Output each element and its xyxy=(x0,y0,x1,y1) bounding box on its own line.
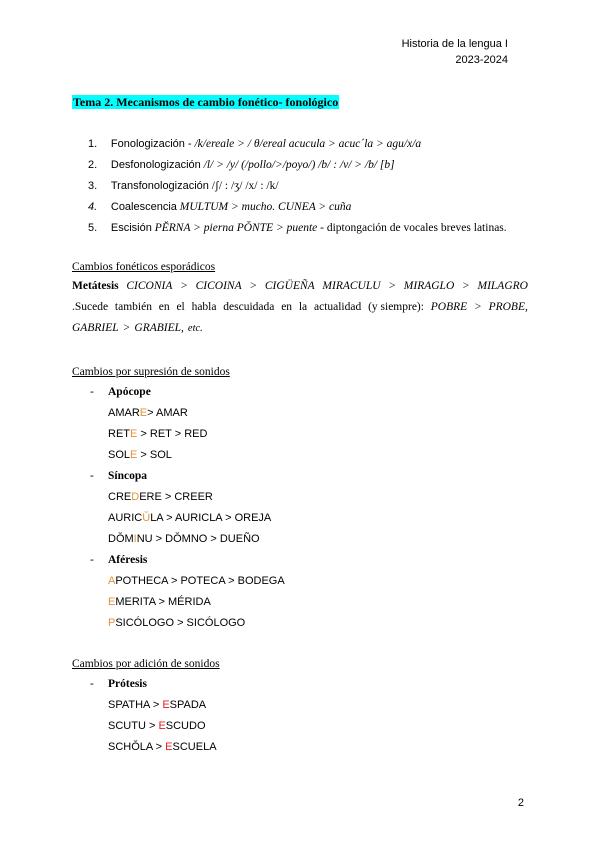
page-title: Tema 2. Mecanismos de cambio fonético- fonológico xyxy=(73,95,339,109)
page-header xyxy=(402,36,508,68)
suppression-groups xyxy=(90,382,285,634)
course-name: Historia de la lengua I xyxy=(401,38,508,50)
group-heading-apocope: - Apócope xyxy=(90,386,151,398)
mechanism-name: Escisión xyxy=(110,222,152,234)
paragraph-line: .Sucede también en el habla descuidada en la actualidad (y siempre): POBRE > PROBE, xyxy=(72,301,528,313)
mechanism-example: MULTUM > mucho. CUNEA > cuña xyxy=(179,201,352,213)
list-item: 4. Coalescencia MULTUM > mucho. CUNEA > cuña xyxy=(88,201,352,213)
example-item: RETE > RET > RED xyxy=(108,428,208,440)
list-item: 1. Fonologización - /k/ereale > / θ/ereal acucula > acuc´la > agu/x/a xyxy=(88,138,422,150)
example-item: SOLE > SOL xyxy=(108,449,172,461)
mechanism-example: /l/ > /y/ (/pollo/>/poyo/) /b/ : /v/ > /b/ [b] xyxy=(203,159,395,171)
example-item: PSICÓLOGO > SICÓLOGO xyxy=(108,617,246,629)
example-item: SCHŎLA > ESCUELA xyxy=(108,741,217,753)
mechanism-note: - diptongación de vocales breves latinas. xyxy=(320,222,507,234)
group-heading-aferesis: - Aféresis xyxy=(90,554,148,566)
section-title-suppression: Cambios por supresión de sonidos xyxy=(72,366,230,378)
mechanism-name: Fonologización - xyxy=(110,138,192,150)
example-item: EMERITA > MÉRIDA xyxy=(108,596,211,608)
mechanism-name: Transfonologización xyxy=(110,180,209,192)
mechanisms-list xyxy=(88,134,548,239)
example-item: AMARE> AMAR xyxy=(108,407,188,419)
list-item: 3. Transfonologización /ʃ/ : /ʒ/ /x/ : /k/ xyxy=(88,180,279,192)
example-item: DŎMINU > DŎMNO > DUEÑO xyxy=(108,533,260,545)
academic-year: 2023-2024 xyxy=(455,54,508,66)
section-title-addition: Cambios por adición de sonidos xyxy=(72,658,220,670)
page-number: 2 xyxy=(517,797,524,809)
example-item: CREDERE > CREER xyxy=(108,491,213,503)
example-item: SPATHA > ESPADA xyxy=(108,699,207,711)
list-item: 5. Escisión PĔRNA > pierna PŎNTE > puente - diptongación de vocales breves latinas. xyxy=(88,222,507,234)
group-heading-sincopa: - Síncopa xyxy=(90,470,147,482)
mechanism-name: Desfonologización xyxy=(110,159,201,171)
list-item: 2. Desfonologización /l/ > /y/ (/pollo/>/poyo/) /b/ : /v/ > /b/ [b] xyxy=(88,159,395,171)
group-heading-protesis: - Prótesis xyxy=(90,678,147,690)
mechanism-example: /k/ereale > / θ/ereal acucula > acuc´la > agu/x/a xyxy=(194,138,422,150)
sporadic-paragraph xyxy=(72,276,528,339)
mechanism-example: PĔRNA > pierna PŎNTE > puente xyxy=(154,222,318,234)
mechanism-name: Coalescencia xyxy=(110,201,177,213)
example-item: APOTHECA > POTECA > BODEGA xyxy=(108,575,285,587)
paragraph-line: Metátesis CICONIA > CICOINA > CIGÜEÑA MIRACULU > MIRAGLO > MILAGRO xyxy=(72,280,528,292)
example-item: AURICŬLA > AURICLA > OREJA xyxy=(108,512,272,524)
mechanism-example: /ʃ/ : /ʒ/ /x/ : /k/ xyxy=(211,180,279,192)
addition-groups xyxy=(90,674,217,758)
example-item: SCUTU > ESCUDO xyxy=(108,720,206,732)
section-title-sporadic: Cambios fonéticos esporádicos xyxy=(72,261,216,273)
paragraph-line: GABRIEL > GRABIEL, etc. xyxy=(72,322,203,334)
